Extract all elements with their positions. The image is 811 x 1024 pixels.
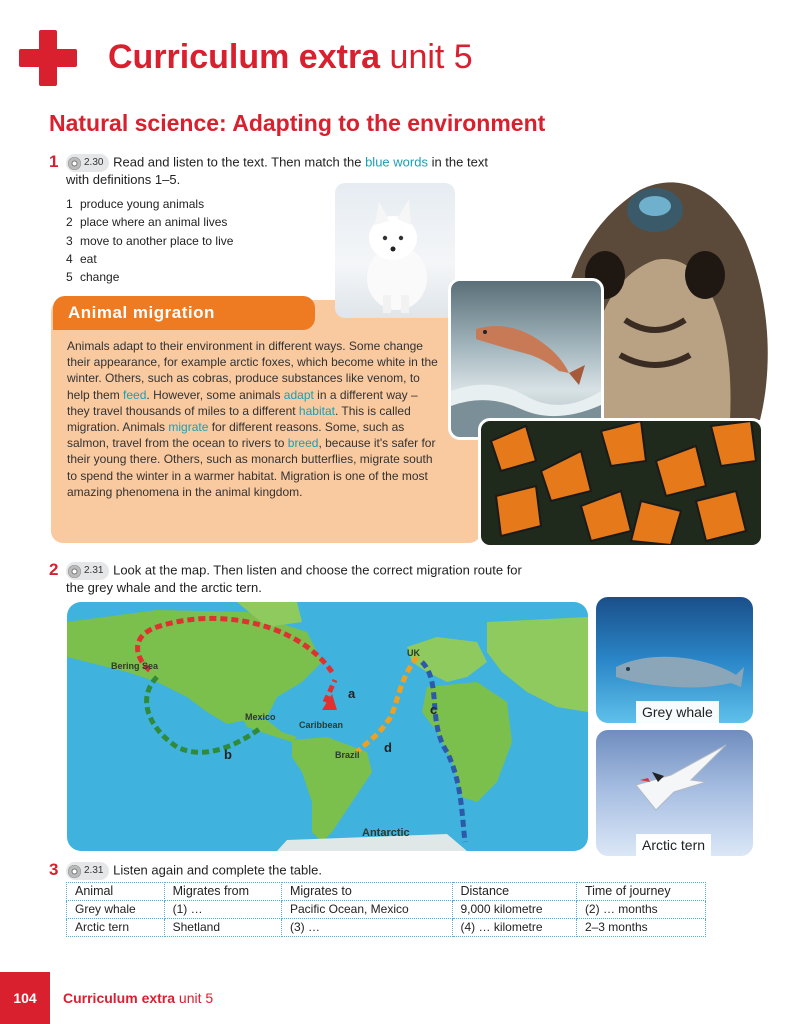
table-cell[interactable]: (2) … months (576, 901, 705, 919)
route-label-d: d (384, 740, 392, 755)
vocab-word[interactable]: migrate (168, 420, 209, 435)
vocab-word[interactable]: adapt (283, 387, 314, 402)
definition-item: 5 change (66, 270, 120, 285)
map-label-antarctic: Antarctic (362, 827, 410, 839)
cd-icon (68, 865, 81, 878)
table-row (67, 919, 706, 937)
exercise-3-number: 3 (49, 860, 59, 879)
exercise-3-instruction: 2.31 Listen again and complete the table. (66, 862, 322, 880)
arctic-tern-photo (596, 730, 753, 856)
definition-list (66, 195, 233, 286)
table-cell: Pacific Ocean, Mexico (281, 901, 452, 919)
table-cell: Grey whale (67, 901, 165, 919)
audio-track-badge[interactable]: 2.31 (66, 562, 109, 580)
table-cell: Shetland (164, 919, 281, 937)
route-label-b: b (224, 747, 232, 762)
grey-whale-photo (596, 597, 753, 723)
vocab-word[interactable]: breed (287, 436, 319, 451)
table-cell[interactable]: (3) … (281, 919, 452, 937)
salmon-photo (448, 278, 604, 440)
arctic-tern-caption: Arctic tern (636, 834, 711, 856)
table-header: Animal (67, 883, 165, 901)
footer-title: Curriculum extra unit 5 (63, 990, 214, 1006)
page-title: Curriculum extra unit 5 (108, 38, 473, 76)
grey-whale-caption: Grey whale (636, 701, 719, 723)
plus-logo-icon-bar (19, 49, 77, 67)
arctic-fox-photo (335, 183, 455, 318)
exercise-2-instruction: 2.31 Look at the map. Then listen and choose the correct migration route for the grey whale and the arctic tern. (66, 562, 522, 595)
exercise-2-number: 2 (49, 560, 59, 579)
map-label-caribbean: Caribbean (299, 720, 344, 730)
map-label-bering-sea: Bering Sea (111, 661, 159, 671)
route-label-c: c (430, 702, 438, 717)
table-header-row (67, 883, 706, 901)
definition-item: 4 eat (66, 251, 97, 266)
table-header: Distance (452, 883, 576, 901)
section-title: Natural science: Adapting to the environment (49, 110, 546, 136)
table-row (67, 901, 706, 919)
map-label-uk: UK (407, 648, 420, 658)
table-header: Migrates from (164, 883, 281, 901)
reading-title: Animal migration (53, 296, 315, 330)
table-header: Time of journey (576, 883, 705, 901)
migration-table (66, 882, 706, 937)
table-header: Migrates to (281, 883, 452, 901)
audio-track-badge[interactable]: 2.31 (66, 862, 109, 880)
reading-text: Animals adapt to their environment in different ways. Some change their appearance, for example arctic foxes, which become white in the winter. Others, such as cobras, produce substances like venom, to help them feed. However, some animals adapt in a different way – they travel thousands of miles to a different habitat. This is called migration. Animals migrate for different reasons. Some, such as salmon, travel from the ocean to rivers to breed, because it's safer for their young there. Others, such as monarch butterflies, migrate south to spend the winter in a warmer habitat. Migration is one of the most amazing phenomena in the animal kingdom. (67, 339, 438, 499)
table-cell[interactable]: (1) … (164, 901, 281, 919)
audio-track-badge[interactable]: 2.30 (66, 154, 109, 172)
definition-item: 2 place where an animal lives (66, 215, 228, 230)
map-label-mexico: Mexico (245, 712, 276, 722)
vocab-word[interactable]: habitat (298, 403, 335, 418)
exercise-1-instruction: 2.30 Read and listen to the text. Then match the blue words in the text with definitions 1–5. (66, 154, 488, 187)
cd-icon (68, 157, 81, 170)
table-cell: Arctic tern (67, 919, 165, 937)
cd-icon (68, 565, 81, 578)
vocab-word[interactable]: feed (123, 387, 147, 402)
map-label-brazil: Brazil (335, 750, 360, 760)
table-cell: 9,000 kilometre (452, 901, 576, 919)
definition-item: 1 produce young animals (66, 197, 205, 211)
route-label-a: a (348, 686, 356, 701)
table-cell: 2–3 months (576, 919, 705, 937)
table-cell[interactable]: (4) … kilometre (452, 919, 576, 937)
monarch-butterflies-photo (478, 418, 764, 548)
exercise-1-number: 1 (49, 152, 59, 171)
page-number: 104 (0, 972, 50, 1024)
world-map (67, 602, 588, 851)
definition-item: 3 move to another place to live (66, 233, 234, 248)
